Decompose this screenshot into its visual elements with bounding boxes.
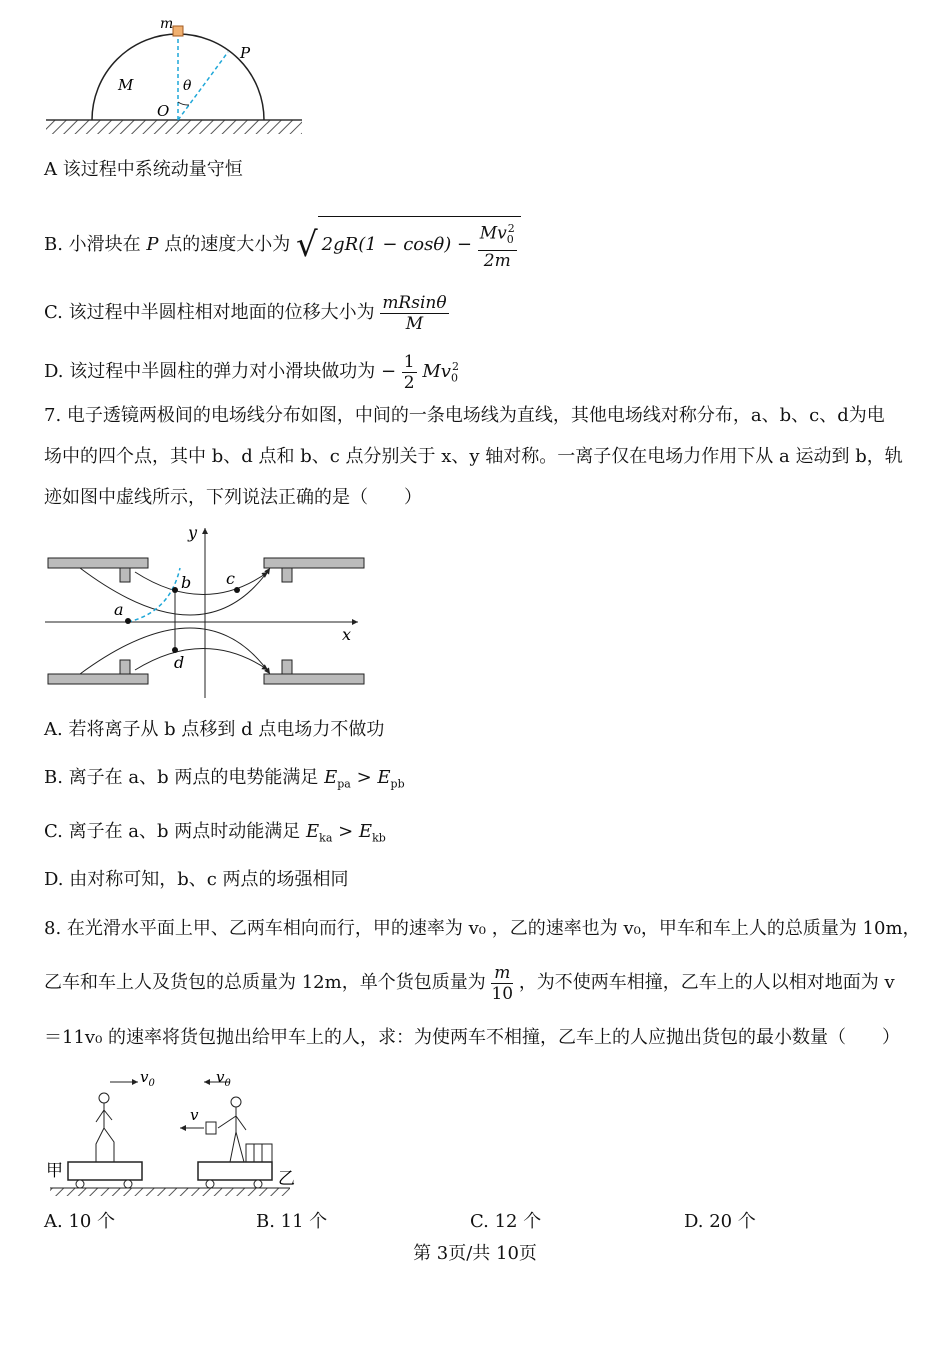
packages xyxy=(246,1144,272,1162)
label-O: O xyxy=(157,102,170,120)
q6-c-num: mRsinθ xyxy=(382,292,447,313)
q6-b-sqrt: √ 2gR(1 − cosθ) − $\frac{Mv_0^2}{2m}$ xyxy=(296,215,521,275)
label-c: c xyxy=(226,569,235,588)
semicircle-figure xyxy=(40,10,310,140)
q6-b-den: 2m xyxy=(483,251,511,272)
q8-frac-den: 10 xyxy=(491,983,514,1004)
cart-jia xyxy=(68,1162,142,1180)
label-x: x xyxy=(342,625,352,644)
plate-bottom-right xyxy=(264,674,364,684)
q7-option-d: D. 由对称可知，b、c 两点的场强相同 xyxy=(44,869,349,890)
q6-option-a: A 该过程中系统动量守恒 xyxy=(44,159,243,180)
label-a: a xyxy=(114,600,124,619)
point-b xyxy=(172,587,178,593)
q8-line2-b: ，为不使两车相撞，乙车上的人以相对地面为 v xyxy=(518,972,895,993)
q8-line2 xyxy=(44,958,895,1008)
label-M: M xyxy=(118,76,134,94)
q6-c-text: C. 该过程中半圆柱相对地面的位移大小为 xyxy=(44,302,375,323)
page-footer: 第 3页/共 10页 xyxy=(413,1243,537,1264)
cart-yi xyxy=(198,1162,272,1180)
label-v: v xyxy=(190,1106,199,1124)
q7-b-sub1: pa xyxy=(337,777,351,791)
q8-option-b: B. 11 个 xyxy=(256,1211,328,1232)
label-y: y xyxy=(188,523,198,542)
q6-b-mid: 点的速度大小为 xyxy=(164,234,291,255)
electron-lens-figure xyxy=(40,522,380,702)
q6-b-prefix: B. 小滑块在 xyxy=(44,234,141,255)
q6-d-num: 1 xyxy=(403,351,415,372)
q7-c-sub2: kb xyxy=(372,831,386,845)
label-theta: θ xyxy=(183,78,192,94)
q6-b-radicand: 2gR(1 − cosθ) − xyxy=(321,234,473,255)
q7-c-e1: E xyxy=(306,821,320,842)
q7-c-sub1: ka xyxy=(319,831,333,845)
q6-d-text: D. 该过程中半圆柱的弹力对小滑块做功为 xyxy=(44,361,376,382)
q7-line2: 场中的四个点，其中 b、d 点和 b、c 点分别关于 x、y 轴对称。一离子仅在电场力作用下从 a 运动到 b，轨 xyxy=(44,446,903,467)
q8-option-d: D. 20 个 xyxy=(684,1211,756,1232)
q6-d-den: 2 xyxy=(403,372,415,393)
q7-c-text: C. 离子在 a、b 两点时动能满足 xyxy=(44,821,301,842)
q8-frac-num: m xyxy=(491,963,513,984)
q6-d-tail: Mv xyxy=(422,361,451,382)
ground-hatch xyxy=(46,120,302,134)
plate-bottom-left xyxy=(48,674,148,684)
label-P: P xyxy=(240,44,251,62)
q8-line2-a: 乙车和车上人及货包的总质量为 12m，单个货包质量为 xyxy=(44,972,486,993)
block-m xyxy=(173,26,183,36)
q6-c-den: M xyxy=(405,313,424,334)
q6-b-num: Mv xyxy=(479,223,507,244)
label-v0-jia: $v_0$ xyxy=(140,1068,155,1089)
q7-option-b xyxy=(44,766,405,797)
label-yi: 乙 xyxy=(278,1169,295,1189)
q7-line1: 7. 电子透镜两极间的电场线分布如图，中间的一条电场线为直线，其他电场线对称分布，a、b、c、d为电 xyxy=(44,405,885,426)
q6-b-point: P xyxy=(146,234,159,255)
ground-hatch-2 xyxy=(50,1188,290,1196)
point-a xyxy=(125,618,131,624)
package-thrown xyxy=(206,1122,216,1134)
q6-option-c xyxy=(44,288,449,338)
person-yi xyxy=(231,1097,241,1107)
q6-option-d: D. 该过程中半圆柱的弹力对小滑块做功为 − $\frac{1}{2}$ $Mv_0^2$ xyxy=(44,351,459,393)
q8-line1: 8. 在光滑水平面上甲、乙两车相向而行，甲的速率为 v₀ ，乙的速率也为 v₀，甲车和车上人的总质量为 10m， xyxy=(44,918,921,939)
label-v0-yi: $v_0$ xyxy=(216,1068,231,1089)
q7-b-text: B. 离子在 a、b 两点的电势能满足 xyxy=(44,767,319,788)
q6-d-minus: − xyxy=(380,361,397,382)
label-m: m xyxy=(160,16,174,32)
label-d: d xyxy=(174,653,185,672)
q7-c-gt: > E xyxy=(332,821,373,842)
person-jia xyxy=(99,1093,109,1103)
plate-top-left xyxy=(48,558,148,568)
q8-line3: ＝11v₀ 的速率将货包抛出给甲车上的人，求：为使两车不相撞，乙车上的人应抛出货包的最小数量（ ） xyxy=(44,1027,901,1048)
q7-line3: 迹如图中虚线所示，下列说法正确的是（ ） xyxy=(44,487,422,508)
label-jia: 甲 xyxy=(46,1161,63,1181)
plate-top-right xyxy=(264,558,364,568)
q8-option-a: A. 10 个 xyxy=(44,1211,116,1232)
q7-b-sub2: pb xyxy=(390,777,405,791)
q6-option-b xyxy=(44,215,521,275)
q7-b-e1: E xyxy=(324,767,338,788)
label-b: b xyxy=(181,573,192,592)
q7-b-gt: > E xyxy=(350,767,391,788)
q7-option-c xyxy=(44,820,386,851)
carts-figure xyxy=(40,1064,310,1204)
q8-option-c: C. 12 个 xyxy=(470,1211,542,1232)
q7-option-a: A. 若将离子从 b 点移到 d 点电场力不做功 xyxy=(44,719,385,740)
